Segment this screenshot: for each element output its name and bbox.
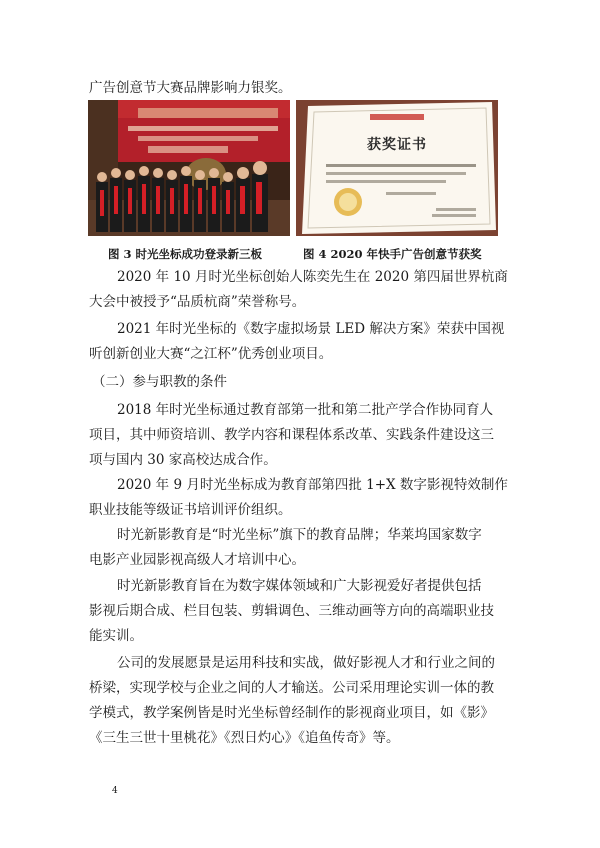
paragraph-line: 2020 年 10 月时光坐标创始人陈奕先生在 2020 第四届世界杭商 <box>117 269 508 285</box>
paragraph-line: 时光新影教育是“时光坐标”旗下的教育品牌；华莱坞国家数字 <box>117 527 482 543</box>
paragraph-line: 2018 年时光坐标通过教育部第一批和第二批产学合作协同育人 <box>117 402 494 418</box>
figure-3-caption: 图 3 时光坐标成功登录新三板 <box>108 247 263 261</box>
paragraph-line: 大会中被授予“品质杭商”荣誉称号。 <box>89 294 306 310</box>
award-certificate-image <box>296 100 498 236</box>
paragraph-line: 项目，其中师资培训、教学内容和课程体系改革、实践条件建设这三 <box>89 427 494 443</box>
paragraph-line: 学模式，教学案例皆是时光坐标曾经制作的影视商业项目，如《影》 <box>89 705 494 721</box>
paragraph-line: 公司的发展愿景是运用科技和实战，做好影视人才和行业之间的 <box>117 655 495 671</box>
paragraph-line: 2020 年 9 月时光坐标成为教育部第四批 1+X 数字影视特效制作 <box>117 477 508 493</box>
paragraph-line: 听创新创业大赛“之江杯”优秀创业项目。 <box>89 346 333 362</box>
listing-ceremony-image <box>88 100 290 236</box>
figure-4-photo <box>296 100 498 236</box>
figure-3-photo <box>88 100 290 236</box>
paragraph-line: 电影产业园影视高级人才培训中心。 <box>89 552 305 568</box>
paragraph-line: 影视后期合成、栏目包装、剪辑调色、三维动画等方向的高端职业技 <box>89 603 494 619</box>
paragraph-line: 项与国内 30 家高校达成合作。 <box>89 452 277 468</box>
top-line: 广告创意节大赛品牌影响力银奖。 <box>89 80 292 96</box>
figure-4-caption: 图 4 2020 年快手广告创意节获奖 <box>303 247 482 261</box>
paragraph-line: 时光新影教育旨在为数字媒体领域和广大影视爱好者提供包括 <box>117 578 482 594</box>
section-heading: （二）参与职教的条件 <box>92 374 227 390</box>
paragraph-line: 桥梁，实现学校与企业之间的人才输送。公司采用理论实训一体的教 <box>89 680 494 696</box>
paragraph-line: 2021 年时光坐标的《数字虚拟场景 LED 解决方案》荣获中国视 <box>117 321 505 337</box>
page-number: 4 <box>112 786 118 796</box>
paragraph-line: 《三生三世十里桃花》《烈日灼心》《追鱼传奇》等。 <box>89 730 400 746</box>
paragraph-line: 职业技能等级证书培训评价组织。 <box>89 502 292 518</box>
certificate-title: 获奖证书 <box>367 137 427 153</box>
paragraph-line: 能实训。 <box>89 628 143 644</box>
